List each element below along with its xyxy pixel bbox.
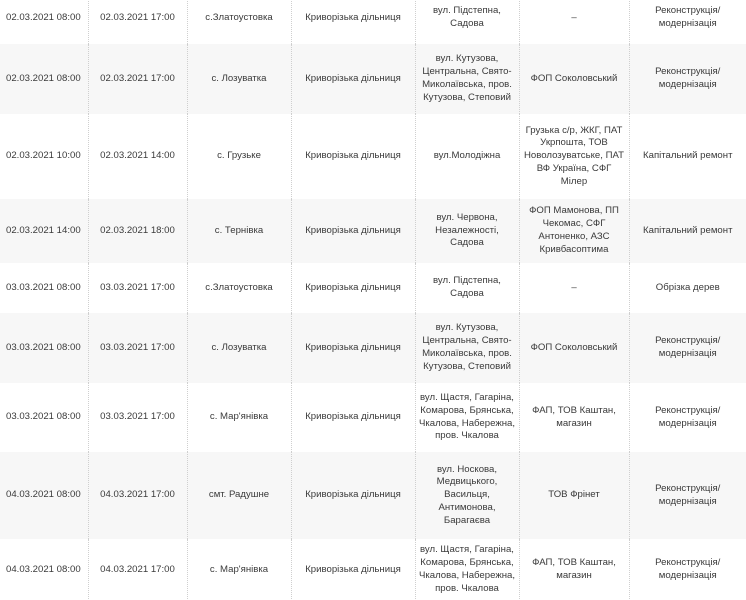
start-time-cell (0, 539, 88, 600)
consumers-cell (519, 263, 629, 313)
consumers-cell (519, 383, 629, 452)
cell-line: вул. Носкова, (436, 463, 498, 475)
cell-text: 02.03.2021 10:00 (6, 150, 81, 162)
cell-text: с. Мар'янівка (209, 563, 269, 575)
cell-line: вул. Щастя, Гагаріна, (420, 391, 514, 403)
settlement-cell (187, 263, 291, 313)
end-time-cell (88, 313, 187, 383)
cell-text: 02.03.2021 08:00 (6, 72, 81, 84)
start-time-cell (0, 199, 88, 263)
cell-text: 02.03.2021 14:00 (100, 150, 175, 162)
cell-line: Миколаївська, пров. (422, 79, 512, 90)
table-row (0, 114, 746, 199)
cell-line: вул. Щастя, Гагаріна, (420, 544, 514, 556)
consumers-cell (519, 313, 629, 383)
cell-line: пров. Чкалова (435, 582, 499, 594)
consumers-cell (519, 452, 629, 539)
cell-line: ФОП Мамонова, ПП (529, 205, 619, 217)
streets-cell (415, 44, 519, 114)
cell-line: модернізація (658, 348, 717, 359)
cell-text: 03.03.2021 17:00 (100, 281, 175, 293)
start-time-cell (0, 452, 88, 539)
cell-line: Реконструкція/ (655, 335, 721, 347)
cell-line: – (571, 11, 577, 23)
section-cell (291, 452, 415, 539)
work-type-cell (629, 452, 746, 539)
streets-cell (415, 539, 519, 600)
consumers-cell (519, 114, 629, 199)
cell-line: вул. Кутузова, (435, 53, 499, 65)
end-time-cell (88, 452, 187, 539)
table-row (0, 263, 746, 313)
table-row (0, 0, 746, 44)
cell-text: Криворізька дільниця (305, 411, 401, 423)
consumers-cell (519, 0, 629, 44)
table-row (0, 44, 746, 114)
cell-line: Капітальний ремонт (643, 150, 733, 162)
settlement-cell (187, 383, 291, 452)
work-type-cell (629, 313, 746, 383)
streets-cell (415, 383, 519, 452)
streets-cell (415, 263, 519, 313)
section-cell (291, 114, 415, 199)
section-cell (291, 44, 415, 114)
cell-line: Новолозуватське, ПАТ (524, 150, 624, 162)
end-time-cell (88, 383, 187, 452)
cell-line: Миколаївська, пров. (422, 348, 512, 359)
cell-line: Чекомас, СФГ (542, 218, 606, 230)
cell-line: Чкалова, Набережна, (418, 570, 516, 581)
cell-line: Васильця, (444, 489, 490, 501)
cell-text: Криворізька дільниця (305, 281, 401, 293)
cell-text: 04.03.2021 17:00 (100, 563, 175, 575)
end-time-cell (88, 0, 187, 44)
cell-line: Медвицького, (436, 476, 498, 488)
section-cell (291, 383, 415, 452)
cell-text: с. Мар'янівка (209, 411, 269, 423)
section-cell (291, 539, 415, 600)
cell-line: вул. Червона, (436, 211, 498, 223)
cell-line: Реконструкція/ (655, 5, 721, 17)
cell-text: с. Лозуватка (211, 72, 267, 84)
cell-line: модернізація (658, 79, 717, 90)
cell-line: ТОВ Фрінет (548, 489, 600, 501)
cell-line: Обрізка дерев (655, 281, 720, 293)
settlement-cell (187, 44, 291, 114)
cell-line: Антоненко, АЗС (538, 231, 610, 242)
settlement-cell (187, 452, 291, 539)
settlement-cell (187, 539, 291, 600)
cell-text: Криворізька дільниця (305, 489, 401, 501)
consumers-cell (519, 199, 629, 263)
end-time-cell (88, 263, 187, 313)
cell-line: Кутузова, Степовий (423, 360, 511, 372)
cell-text: 03.03.2021 08:00 (6, 341, 81, 353)
cell-text: 04.03.2021 17:00 (100, 489, 175, 501)
work-type-cell (629, 539, 746, 600)
cell-line: ВФ Україна, СФГ (536, 162, 612, 174)
cell-line: Садова (450, 288, 484, 299)
cell-line: магазин (556, 570, 592, 581)
end-time-cell (88, 44, 187, 114)
cell-line: Комарова, Брянська, (420, 557, 514, 569)
settlement-cell (187, 199, 291, 263)
cell-text: с. Грузьке (217, 150, 261, 162)
cell-text: Криворізька дільниця (305, 11, 401, 23)
settlement-cell (187, 0, 291, 44)
work-type-cell (629, 44, 746, 114)
table-row (0, 452, 746, 539)
cell-text: Криворізька дільниця (305, 224, 401, 236)
cell-line: ФОП Соколовський (530, 341, 618, 353)
cell-line: вул. Підстепна, (433, 5, 501, 17)
streets-cell (415, 199, 519, 263)
cell-line: модернізація (658, 495, 717, 507)
start-time-cell (0, 44, 88, 114)
table-row (0, 313, 746, 383)
cell-line: – (571, 281, 577, 293)
cell-line: ФОП Соколовський (530, 72, 618, 84)
cell-line: Комарова, Брянська, (420, 404, 514, 416)
streets-cell (415, 0, 519, 44)
cell-line: Капітальний ремонт (643, 224, 733, 236)
cell-line: магазин (556, 417, 592, 429)
cell-text: Криворізька дільниця (305, 563, 401, 575)
cell-line: Незалежності, Садова (435, 224, 499, 249)
work-type-cell (629, 199, 746, 263)
table-row (0, 199, 746, 263)
cell-text: 02.03.2021 08:00 (6, 11, 81, 23)
section-cell (291, 313, 415, 383)
cell-line: модернізація (658, 18, 717, 29)
cell-text: Криворізька дільниця (305, 341, 401, 353)
cell-text: 03.03.2021 08:00 (6, 411, 81, 423)
table-row (0, 539, 746, 600)
cell-text: 02.03.2021 18:00 (100, 224, 175, 236)
cell-line: Укрпошта, ТОВ (540, 137, 608, 149)
table-row (0, 383, 746, 452)
cell-line: Центральна, Свято- (422, 66, 512, 78)
streets-cell (415, 313, 519, 383)
cell-line: Грузька с/р, ЖКГ, ПАТ (525, 124, 623, 136)
cell-text: 04.03.2021 08:00 (6, 563, 81, 575)
cell-text: с. Лозуватка (211, 341, 267, 353)
cell-line: вул.Молодіжна (433, 150, 501, 162)
work-type-cell (629, 114, 746, 199)
cell-text: с. Тернівка (214, 224, 264, 236)
cell-line: Кутузова, Степовий (423, 91, 511, 103)
start-time-cell (0, 114, 88, 199)
streets-cell (415, 452, 519, 539)
work-type-cell (629, 0, 746, 44)
cell-line: вул. Підстепна, (433, 275, 501, 287)
cell-text: 03.03.2021 17:00 (100, 341, 175, 353)
cell-line: ФАП, ТОВ Каштан, (532, 557, 616, 569)
cell-text: с.Златоустовка (205, 281, 273, 293)
cell-line: Барагаєва (443, 514, 491, 526)
cell-line: пров. Чкалова (435, 430, 499, 442)
section-cell (291, 0, 415, 44)
start-time-cell (0, 263, 88, 313)
cell-line: Реконструкція/ (655, 482, 721, 494)
start-time-cell (0, 383, 88, 452)
consumers-cell (519, 539, 629, 600)
cell-text: 04.03.2021 08:00 (6, 489, 81, 501)
cell-line: Реконструкція/ (655, 404, 721, 416)
start-time-cell (0, 0, 88, 44)
cell-line: Мілер (560, 175, 588, 187)
end-time-cell (88, 199, 187, 263)
consumers-cell (519, 44, 629, 114)
cell-text: с.Златоустовка (205, 11, 273, 23)
cell-line: Садова (450, 18, 484, 29)
cell-line: Центральна, Свято- (422, 335, 512, 347)
work-type-cell (629, 383, 746, 452)
section-cell (291, 199, 415, 263)
end-time-cell (88, 114, 187, 199)
cell-text: 03.03.2021 17:00 (100, 411, 175, 423)
cell-line: Кривбасоптима (539, 243, 609, 255)
streets-cell (415, 114, 519, 199)
settlement-cell (187, 114, 291, 199)
cell-line: Чкалова, Набережна, (418, 417, 516, 429)
cell-line: модернізація (658, 570, 717, 581)
work-type-cell (629, 263, 746, 313)
cell-line: вул. Кутузова, (435, 322, 499, 334)
cell-line: Реконструкція/ (655, 66, 721, 78)
cell-line: модернізація (658, 417, 717, 429)
cell-text: Криворізька дільниця (305, 72, 401, 84)
cell-text: Криворізька дільниця (305, 150, 401, 162)
start-time-cell (0, 313, 88, 383)
end-time-cell (88, 539, 187, 600)
cell-text: 03.03.2021 08:00 (6, 281, 81, 293)
cell-text: 02.03.2021 17:00 (100, 11, 175, 23)
section-cell (291, 263, 415, 313)
settlement-cell (187, 313, 291, 383)
cell-text: 02.03.2021 17:00 (100, 72, 175, 84)
cell-text: смт. Радушне (208, 489, 270, 501)
cell-text: 02.03.2021 14:00 (6, 224, 81, 236)
cell-line: ФАП, ТОВ Каштан, (532, 404, 616, 416)
cell-line: Реконструкція/ (655, 557, 721, 569)
cell-line: Антимонова, (438, 501, 496, 513)
